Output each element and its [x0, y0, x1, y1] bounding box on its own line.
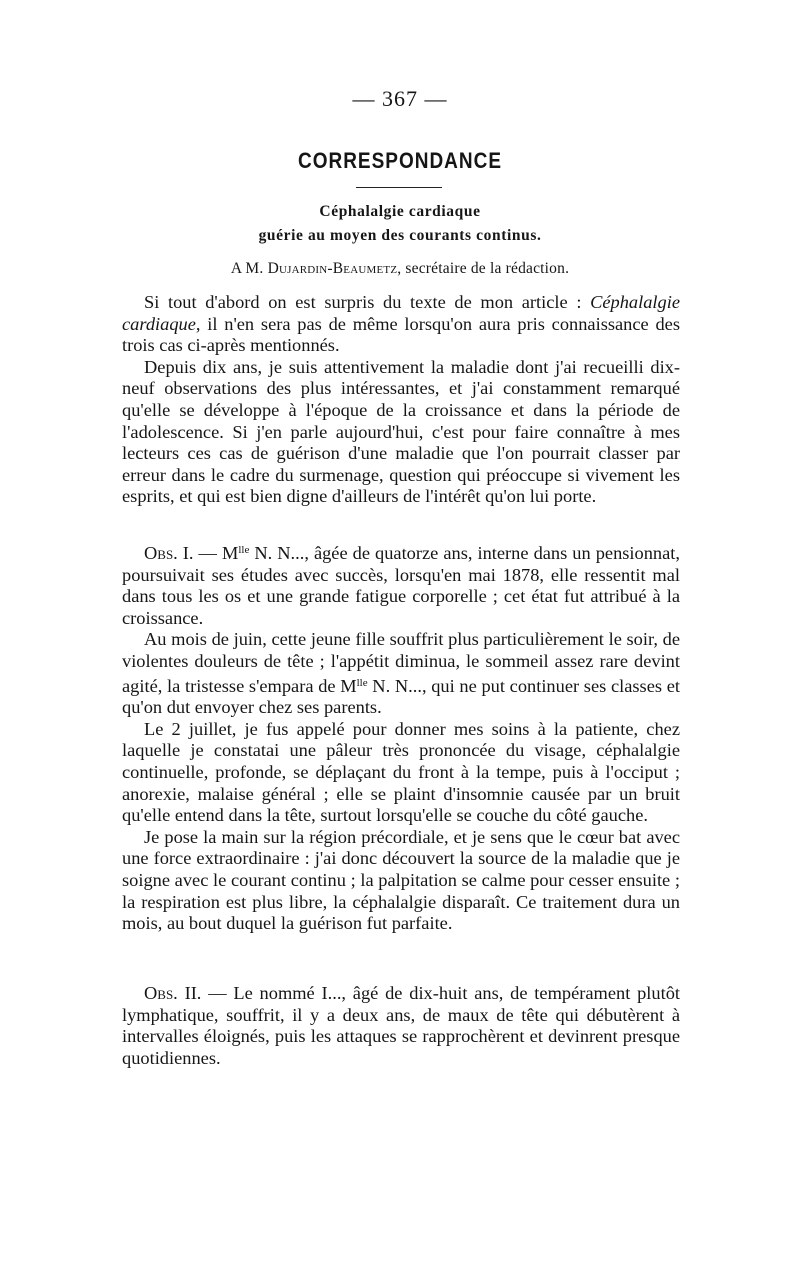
observation-dash: — M: [193, 543, 239, 563]
addressee-role: , secrétaire de la rédaction.: [397, 260, 570, 277]
title-divider: [356, 187, 442, 188]
observation-2-block: [122, 983, 680, 1069]
observation-1-paragraph-4: Je pose la main sur la région précordiale, et je sens que le cœur bat avec une force extraordinaire : j'ai donc découvert la source de la maladie que je soigne avec le courant continu ; la palpitation se calme pour cesser ensuite ; la respiration est plus libre, la céphalalgie disparaît. Ce traitement dura un mois, au bout duquel la guérison fut parfaite.: [122, 826, 680, 934]
superscript: lle: [356, 676, 368, 689]
intro-text-block: [122, 292, 680, 508]
superscript: lle: [238, 544, 250, 556]
observation-1-paragraph-2: [122, 629, 680, 718]
observation-label: Obs. I.: [144, 543, 194, 563]
addressee-name: Dujardin-Beaumetz: [267, 260, 398, 277]
intro-paragraph-1: [122, 292, 680, 357]
intro-text: Si tout d'abord on est surpris du texte de mon article :: [144, 292, 591, 312]
article-title-line-2: guérie au moyen des courants continus.: [258, 227, 542, 244]
observation-1-block: [122, 540, 680, 935]
addressee-line: [0, 260, 800, 278]
paragraph-text: Au mois de juin, cette jeune fille souffrit plus particulièrement le soir, de violentes douleurs de tête ; l'appétit diminua, le sommeil assez rare devint agité, la tristesse s'empara de M: [122, 629, 680, 696]
observation-text: N. N..., âgée de quatorze ans, interne dans un pensionnat, poursuivait ses études avec succès, lorsqu'en mai 1878, elle ressentit mal dans tous les os et une grande fatigue corporelle ; cet état fut attribué à la croissance.: [122, 543, 680, 628]
article-title-line-1: Céphalalgie cardiaque: [319, 203, 481, 220]
observation-2-paragraph-1: [122, 983, 680, 1069]
section-title: CORRESPONDANCE: [297, 149, 503, 174]
page-number: — 367 —: [352, 86, 448, 111]
observation-text: — Le nommé I..., âgé de dix-huit ans, de tempérament plutôt lymphatique, souffrit, il y a deux ans, de maux de tête qui débutèrent à intervalles éloignés, puis les attaques se rapprochèrent et devinrent presque quotidiennes.: [122, 983, 681, 1068]
observation-1-paragraph-3: Le 2 juillet, je fus appelé pour donner mes soins à la patiente, chez laquelle je constatai une pâleur très prononcée du visage, céphalalgie continuelle, profonde, se déplaçant du front à la tempe, puis à l'occiput ; anorexie, malaise général ; elle se plaint d'insomnie causée par un bruit qu'elle entend dans la tête, surtout lorsqu'elle se couche du côté gauche.: [122, 718, 680, 826]
intro-text-continued: , il n'en sera pas de même lorsqu'on aura pris connaissance des trois cas ci-après mentionnés.: [122, 313, 680, 356]
observation-label: Obs. II.: [144, 983, 202, 1003]
observation-1-paragraph-1: [122, 540, 680, 629]
paragraph-text-continued: N. N..., qui ne put continuer ses classes et qu'on dut envoyer chez ses parents.: [122, 675, 680, 718]
addressee-prefix: A M.: [230, 260, 264, 277]
article-title-reference: Céphalalgie cardiaque: [122, 292, 680, 334]
intro-paragraph-2: Depuis dix ans, je suis attentivement la maladie dont j'ai recueilli dix-neuf observations des plus intéressantes, et j'ai constamment remarqué qu'elle se développe à l'époque de la croissance et dans la période de l'adolescence. Si j'en parle aujourd'hui, c'est pour faire connaître à mes lecteurs ces cas de guérison d'une maladie que l'on pourrait classer par erreur dans le cadre du surmenage, question qui préoccupe si vivement les esprits, et qui est bien digne d'ailleurs de l'intérêt qu'on lui porte.: [122, 356, 680, 507]
